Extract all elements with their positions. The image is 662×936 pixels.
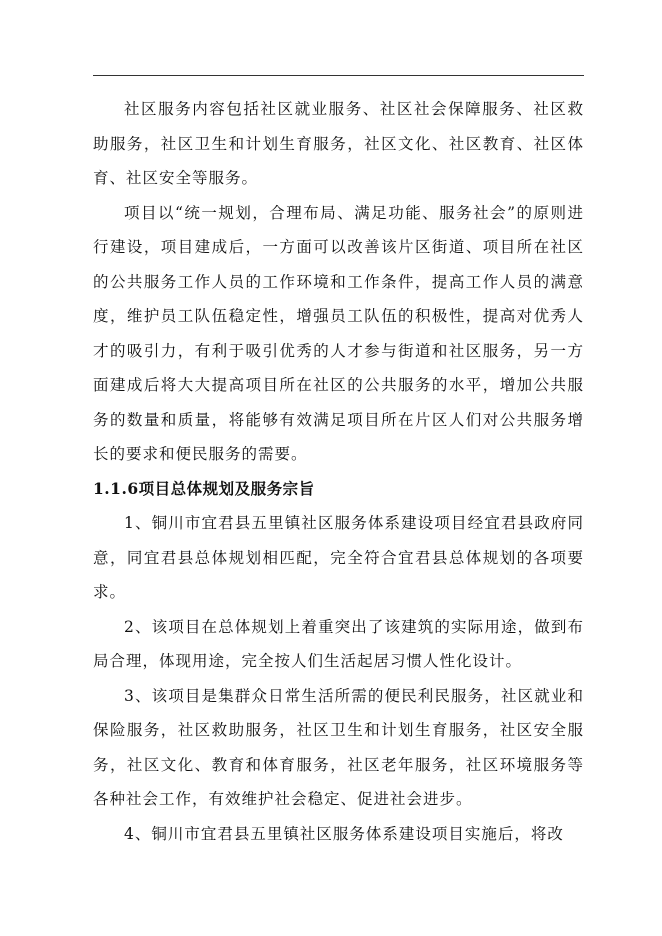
header-rule bbox=[93, 75, 584, 76]
paragraph-item-4: 4、铜川市宜君县五里镇社区服务体系建设项目实施后，将改 bbox=[124, 824, 564, 843]
paragraph-service-content: 社区服务内容包括社区就业服务、社区社会保障服务、社区救助服务，社区卫生和计划生育服务，社区文化、社区教育、社区体育、社区安全等服务。 bbox=[93, 100, 584, 187]
document-body bbox=[93, 92, 584, 851]
paragraph-item-2: 2、该项目在总体规划上着重突出了该建筑的实际用途，做到布局合理，体现用途，完全按人们生活起居习惯人性化设计。 bbox=[93, 617, 584, 670]
paragraph-item-1: 1、铜川市宜君县五里镇社区服务体系建设项目经宜君县政府同意，同宜君县总体规划相匹配，完全符合宜君县总体规划的各项要求。 bbox=[93, 514, 584, 601]
paragraph-project-principle: 项目以“统一规划，合理布局、满足功能、服务社会”的原则进行建设，项目建成后，一方面可以改善该片区街道、项目所在社区的公共服务工作人员的工作环境和工作条件，提高工作人员的满意度，维护员工队伍稳定性，增强员工队伍的积极性，提高对优秀人才的吸引力，有利于吸引优秀的人才参与街道和社区服务，另一方面建成后将大大提高项目所在社区的公共服务的水平，增加公共服务的数量和质量，将能够有效满足项目所在片区人们对公共服务增长的要求和便民服务的需要。 bbox=[93, 203, 584, 463]
paragraph-item-3: 3、该项目是集群众日常生活所需的便民利民服务，社区就业和保险服务，社区救助服务，社区卫生和计划生育服务，社区安全服务，社区文化、教育和体育服务，社区老年服务，社区环境服务等各种社会工作，有效维护社会稳定、促进社会进步。 bbox=[93, 686, 584, 808]
section-heading: 1.1.6项目总体规划及服务宗旨 bbox=[93, 478, 315, 498]
